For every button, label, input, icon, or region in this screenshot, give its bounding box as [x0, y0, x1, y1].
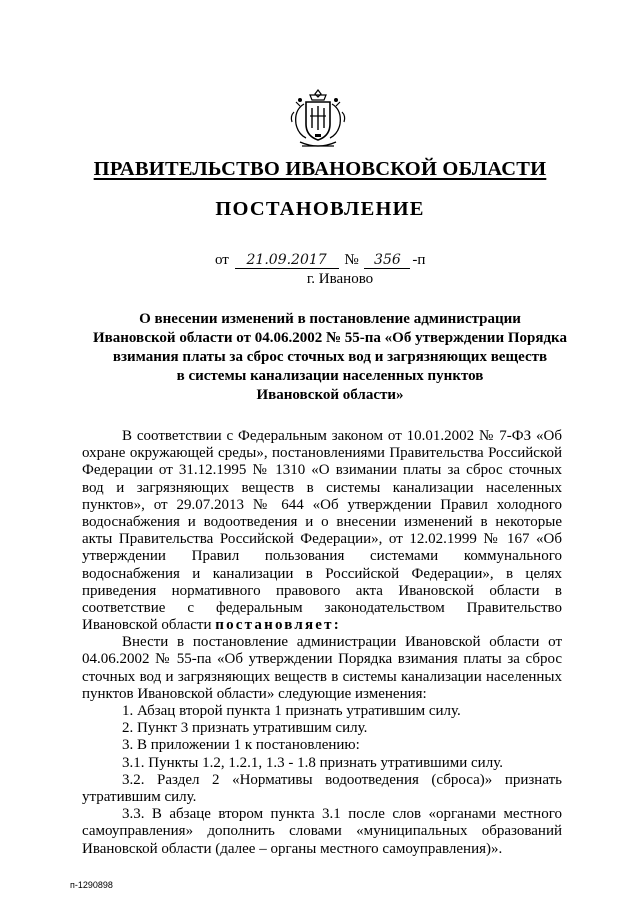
body-line: утверждении Правил пользования системами коммунального	[82, 548, 562, 565]
decree-subject	[80, 310, 580, 405]
list-item: 3.3. В абзаце втором пункта 3.1 после слов «органами местного	[122, 806, 562, 823]
body-line: охране окружающей среды», постановлениями Правительства Российской	[82, 445, 562, 462]
subject-line: Ивановской области от 04.06.2002 № 55-па «Об утверждении Порядка	[93, 330, 567, 346]
body-line: Федерации от 31.12.1995 № 1310 «О взимании платы за сброс сточных	[82, 462, 562, 479]
body-line	[82, 617, 562, 634]
body-line: приведения нормативного правового акта Ивановской области в	[82, 582, 562, 599]
from-label: от	[215, 252, 229, 268]
subject-line: взимания платы за сброс сточных вод и загрязняющих веществ	[112, 349, 548, 365]
body-line: вод и загрязняющих веществ в системы канализации населенных	[82, 479, 562, 496]
body-line: водоснабжения и водоотведения и о внесении изменений в некоторые	[82, 513, 562, 530]
list-item: 3. В приложении 1 к постановлению:	[122, 737, 360, 754]
subject-line: в системы канализации населенных пунктов	[176, 368, 484, 384]
list-item: 3.1. Пункты 1.2, 1.2.1, 1.3 - 1.8 признать утратившими силу.	[122, 754, 503, 771]
date-number-line	[215, 252, 425, 269]
document-code: п-1290898	[70, 880, 113, 890]
decree-keyword: постановляет:	[215, 617, 341, 634]
list-item: 3.2. Раздел 2 «Нормативы водоотведения (сброса)» признать	[122, 771, 562, 788]
handwritten-number: 356	[364, 253, 410, 269]
body-line: пунктов», от 29.07.2013 № 644 «Об утверждении Правил холодного	[82, 496, 562, 513]
list-item-continuation: Ивановской области (далее – органы местного самоуправления)».	[82, 840, 503, 857]
body-line: акты Правительства Российской Федерации», от 12.02.1999 № 167 «Об	[82, 531, 562, 548]
body-line: водоснабжения и канализации в Российской Федерации», в целях	[82, 565, 562, 582]
number-suffix: -п	[412, 252, 426, 268]
city: г. Иваново	[306, 271, 374, 287]
body-line: В соответствии с Федеральным законом от 10.01.2002 № 7-ФЗ «Об	[122, 428, 562, 444]
body-line: соответствие с федеральным законодательством Правительство	[82, 599, 562, 616]
number-label: №	[344, 252, 359, 268]
list-item: 2. Пункт 3 признать утратившим силу.	[122, 720, 368, 737]
body-line: Внести в постановление администрации Ивановской области от	[122, 634, 562, 651]
body-line: 04.06.2002 № 55-па «Об утверждении Порядка взимания платы за сброс	[82, 651, 562, 668]
subject-line: О внесении изменений в постановление администрации	[139, 311, 521, 327]
decree-body	[82, 428, 562, 858]
list-item-continuation: утратившим силу.	[82, 788, 197, 805]
organization-title: ПРАВИТЕЛЬСТВО ИВАНОВСКОЙ ОБЛАСТИ	[93, 158, 547, 180]
document-type-title: ПОСТАНОВЛЕНИЕ	[215, 198, 425, 220]
coat-of-arms-emblem	[288, 86, 348, 152]
body-line: сточных вод и загрязняющих веществ в системы канализации населенных	[82, 668, 562, 685]
body-line: пунктов Ивановской области» следующие изменения:	[82, 685, 427, 702]
list-item: 1. Абзац второй пункта 1 признать утратившим силу.	[122, 703, 461, 719]
body-text: Ивановской области	[82, 617, 212, 634]
list-item-continuation: самоуправления» дополнить словами «муниципальных образований	[82, 823, 562, 840]
subject-line: Ивановской области»	[256, 387, 404, 403]
handwritten-date: 21.09.2017	[235, 253, 339, 269]
